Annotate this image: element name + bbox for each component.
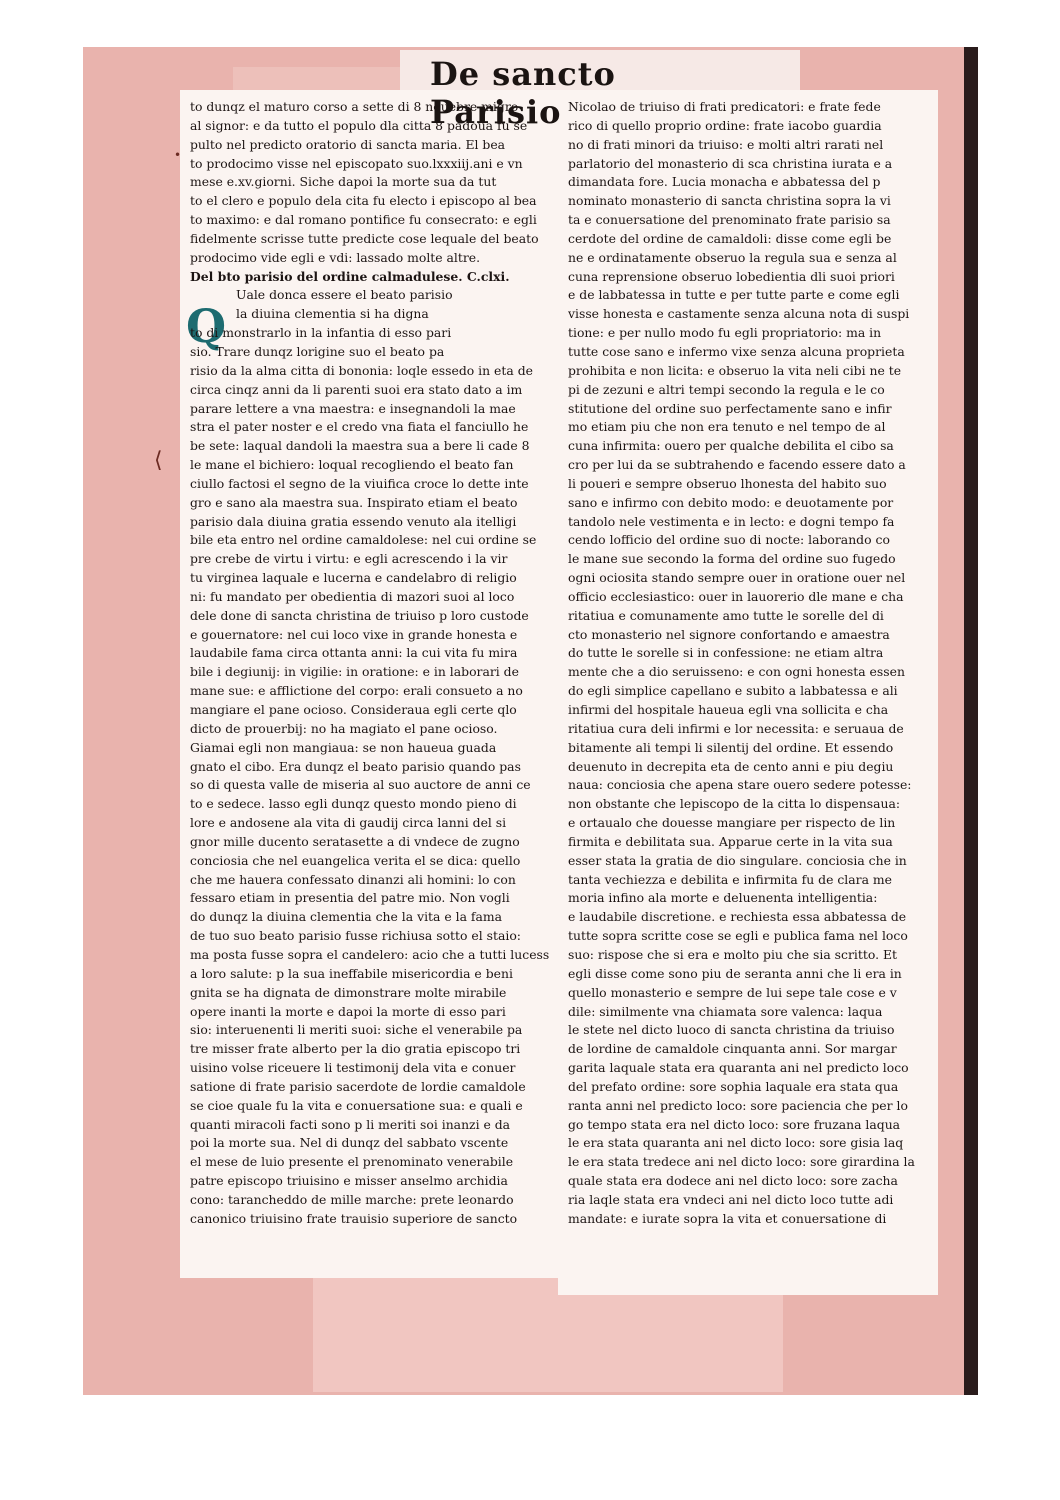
text-line: do tutte le sorelle si in confessione: ne etiam altra bbox=[568, 645, 884, 661]
text-line: poi la morte sua. Nel di dunqz del sabbato vscente bbox=[190, 1135, 509, 1151]
text-line: e laudabile discretione. e rechiesta essa abbatessa de bbox=[568, 909, 907, 925]
text-line: ranta anni nel predicto loco: sore paciencia che per lo bbox=[568, 1097, 908, 1113]
text-line: officio ecclesiastico: ouer in lauorerio dle mane e cha bbox=[568, 588, 904, 604]
text-line: cto monasterio nel signore confortando e amaestra bbox=[568, 626, 890, 642]
text-line: mente che a dio seruisseno: e con ogni honesta essen bbox=[568, 664, 905, 680]
text-line: Uale donca essere el beato parisio bbox=[236, 287, 453, 303]
text-line: tutte cose sano e infermo vixe senza alcuna proprieta bbox=[568, 343, 905, 359]
text-line: ria laqle stata era vndeci ani nel dicto loco tutte adi bbox=[568, 1191, 894, 1207]
text-line: opere inanti la morte e dapoi la morte di esso pari bbox=[190, 1003, 506, 1019]
text-line: e ortaualo che douesse mangiare per rispecto de lin bbox=[568, 815, 896, 831]
text-line: to prodocimo visse nel episcopato suo.lxxxiij.ani e vn bbox=[190, 155, 523, 171]
text-line: ogni ociosita stando sempre ouer in oratione ouer nel bbox=[568, 570, 906, 586]
text-line: gro e sano ala maestra sua. Inspirato etiam el beato bbox=[190, 494, 518, 510]
text-line: bile i degiunij: in vigilie: in oratione: e in laborari de bbox=[190, 664, 519, 680]
text-line: fidelmente scrisse tutte predicte cose lequale del beato bbox=[190, 230, 539, 246]
text-line: stra el pater noster e el credo vna fiata el fanciullo he bbox=[190, 419, 529, 435]
text-line: pre crebe de virtu i virtu: e egli acrescendo i la vir bbox=[190, 551, 508, 567]
text-line: quello monasterio e sempre de lui sepe tale cose e v bbox=[568, 984, 897, 1000]
text-line: Giamai egli non mangiaua: se non haueua guada bbox=[190, 739, 497, 755]
text-line: dile: similmente vna chiamata sore valenca: laqua bbox=[568, 1003, 883, 1019]
marginal-dot: • bbox=[174, 148, 182, 162]
text-line: sano e infirmo con debito modo: e deuotamente por bbox=[568, 494, 894, 510]
text-line: cuna infirmita: ouero per qualche debilita el cibo sa bbox=[568, 438, 894, 454]
text-line: conciosia che nel euangelica verita el se dica: quello bbox=[190, 852, 521, 868]
text-line: dele done di sancta christina de triuiso p loro custode bbox=[190, 607, 529, 623]
text-line: Del bto parisio del ordine calmadulese. C.clxi. bbox=[190, 268, 510, 284]
text-line: parlatorio del monasterio di sca christina iurata e a bbox=[568, 155, 893, 171]
text-line: visse honesta e castamente senza alcuna nota di suspi bbox=[568, 306, 910, 322]
text-line: to di monstrarlo in la infantia di esso pari bbox=[190, 325, 452, 341]
text-line: le mane sue secondo la forma del ordine suo fugedo bbox=[568, 551, 896, 567]
text-line: ne e ordinatamente obseruo la regula sua e senza al bbox=[568, 249, 897, 265]
text-line: sio. Trare dunqz lorigine suo el beato pa bbox=[190, 343, 445, 359]
text-line: tutte sopra scritte cose se egli e publica fama nel loco bbox=[568, 928, 908, 944]
text-line: le mane el bichiero: loqual recogliendo el beato fan bbox=[190, 457, 514, 473]
text-line: mo etiam piu che non era tenuto e nel tempo de al bbox=[568, 419, 886, 435]
text-line: del prefato ordine: sore sophia laquale era stata qua bbox=[568, 1078, 899, 1094]
text-line: no di frati minori da triuiso: e molti altri rarati nel bbox=[568, 136, 884, 152]
text-line: suo: rispose che si era e molto piu che sia scritto. Et bbox=[568, 946, 897, 962]
text-line: ni: fu mandato per obedientia di mazori suoi al loco bbox=[190, 588, 515, 604]
text-line: quanti miracoli facti sono p li meriti soi inanzi e da bbox=[190, 1116, 511, 1132]
text-line: ta e conuersatione del prenominato frate parisio sa bbox=[568, 212, 891, 228]
text-line: prohibita e non licita: e obseruo la vita neli cibi ne te bbox=[568, 362, 902, 378]
text-line: che me hauera confessato dinanzi ali homini: lo con bbox=[190, 871, 516, 887]
text-line: circa cinqz anni da li parenti suoi era stato dato a im bbox=[190, 381, 523, 397]
text-line: bitamente ali tempi li silentij del ordine. Et essendo bbox=[568, 739, 894, 755]
text-line: so di questa valle de miseria al suo auctore de anni ce bbox=[190, 777, 531, 793]
text-line: tu virginea laquale e lucerna e candelabro di religio bbox=[190, 570, 517, 586]
text-line: naua: conciosia che apena stare ouero sedere potesse: bbox=[568, 777, 912, 793]
text-line: tandolo nele vestimenta e in lecto: e dogni tempo fa bbox=[568, 513, 895, 529]
text-line: le era stata quaranta ani nel dicto loco: sore gisia laq bbox=[568, 1135, 904, 1151]
text-line: patre episcopo triuisino e misser anselmo archidia bbox=[190, 1173, 508, 1189]
text-line: nominato monasterio di sancta christina sopra la vi bbox=[568, 193, 891, 209]
text-line: laudabile fama circa ottanta anni: la cui vita fu mira bbox=[190, 645, 518, 661]
text-line: gnor mille ducento seratasette a di vndece de zugno bbox=[190, 833, 520, 849]
text-line: a loro salute: p la sua ineffabile misericordia e beni bbox=[190, 965, 513, 981]
text-line: sio: interuenenti li meriti suoi: siche el venerabile pa bbox=[190, 1022, 523, 1038]
text-line: canonico triuisino frate trauisio superiore de sancto bbox=[190, 1210, 518, 1226]
text-line: lore e andosene ala vita di gaudij circa lanni del si bbox=[190, 815, 507, 831]
marginal-bracket: ⟨ bbox=[154, 448, 163, 473]
text-line: go tempo stata era nel dicto loco: sore fruzana laqua bbox=[568, 1116, 901, 1132]
text-line: le era stata tredece ani nel dicto loco: sore girardina la bbox=[568, 1154, 915, 1170]
text-line: quale stata era dodece ani nel dicto loco: sore zacha bbox=[568, 1173, 898, 1189]
text-line: to e sedece. lasso egli dunqz questo mondo pieno di bbox=[190, 796, 517, 812]
text-line: mese e.xv.giorni. Siche dapoi la morte sua da tut bbox=[190, 174, 497, 190]
text-line: non obstante che lepiscopo de la citta lo dispensaua: bbox=[568, 796, 901, 812]
text-line: infirmi del hospitale haueua egli vna sollicita e cha bbox=[568, 702, 889, 717]
text-line: moria infino ala morte e deluenenta intelligentia: bbox=[568, 890, 878, 906]
right-column bbox=[568, 98, 933, 1229]
text-line: bile eta entro nel ordine camaldolese: nel cui ordine se bbox=[190, 532, 537, 548]
text-line: dimandata fore. Lucia monacha e abbatessa del p bbox=[568, 174, 881, 190]
text-line: tanta vechiezza e debilita e infirmita fu de clara me bbox=[568, 871, 892, 887]
text-line: la diuina clementia si ha digna bbox=[236, 306, 429, 322]
text-line: deuenuto in decrepita eta de cento anni e piu degiu bbox=[568, 758, 894, 774]
text-line: to dunqz el maturo corso a sette di 8 nouebre migro bbox=[190, 99, 519, 114]
text-line: de tuo suo beato parisio fusse richiusa sotto el staio: bbox=[190, 928, 521, 944]
text-line: dicto de prouerbij: no ha magiato el pane ocioso. bbox=[190, 720, 498, 736]
text-line: do egli simplice capellano e subito a labbatessa e ali bbox=[568, 683, 898, 699]
text-line: to maximo: e dal romano pontifice fu consecrato: e egli bbox=[190, 212, 537, 228]
drop-cap: Q bbox=[186, 299, 227, 353]
text-line: cerdote del ordine de camaldoli: disse come egli be bbox=[568, 230, 892, 246]
text-line: al signor: e da tutto el populo dla citta 8 padoua fu se bbox=[190, 117, 528, 133]
running-head: De sancto Parisio bbox=[430, 55, 616, 131]
text-line: pi de zezuni e altri tempi secondo la regula e le co bbox=[568, 381, 885, 397]
text-line: firmita e debilitata sua. Apparue certe in la vita sua bbox=[568, 833, 893, 849]
text-line: cono: tarancheddo de mille marche: prete leonardo bbox=[190, 1191, 514, 1207]
text-line: cuna reprensione obseruo lobedientia dli suoi priori bbox=[568, 268, 895, 284]
text-line: prodocimo vide egli e vdi: lassado molte altre. bbox=[190, 249, 481, 265]
text-line: stitutione del ordine suo perfectamente sano e infir bbox=[568, 400, 892, 416]
text-line: esser stata la gratia de dio singulare. conciosia che in bbox=[568, 852, 907, 868]
text-line: ritatiua e comunamente amo tutte le sorelle del di bbox=[568, 607, 884, 623]
text-line: se cioe quale fu la vita e conuersatione sua: e quali e bbox=[190, 1097, 523, 1113]
text-line: to el clero e populo dela cita fu electo i episcopo al bea bbox=[190, 193, 537, 209]
text-line: risio da la alma citta di bononia: loqle essedo in eta de bbox=[190, 362, 533, 378]
text-line: ma posta fusse sopra el candelero: acio che a tutti lucess bbox=[190, 946, 550, 962]
text-line: rico di quello proprio ordine: frate iacobo guardia bbox=[568, 117, 882, 133]
text-line: li poueri e sempre obseruo lhonesta del habito suo bbox=[568, 475, 887, 491]
text-line: e de labbatessa in tutte e per tutte parte e come egli bbox=[568, 287, 900, 303]
text-line: satione di frate parisio sacerdote de lordie camaldole bbox=[190, 1078, 526, 1094]
text-line: parisio dala diuina gratia essendo venuto ala itelligi bbox=[190, 513, 517, 529]
text-line: tre misser frate alberto per la dio gratia episcopo tri bbox=[190, 1041, 521, 1057]
text-line: le stete nel dicto luoco di sancta christina da triuiso bbox=[568, 1022, 895, 1038]
text-line: egli disse come sono piu de seranta anni che li era in bbox=[568, 965, 902, 981]
text-line: do dunqz la diuina clementia che la vita e la fama bbox=[190, 909, 503, 925]
text-line: el mese de luio presente el prenominato venerabile bbox=[190, 1154, 514, 1170]
text-line: pulto nel predicto oratorio di sancta maria. El bea bbox=[190, 136, 506, 152]
text-line: cro per lui da se subtrahendo e facendo essere dato a bbox=[568, 457, 906, 473]
text-line: be sete: laqual dandoli la maestra sua a bere li cade 8 bbox=[190, 438, 530, 454]
text-line: tione: e per nullo modo fu egli propriatorio: ma in bbox=[568, 325, 882, 341]
left-column bbox=[190, 98, 550, 1229]
text-line: Nicolao de triuiso di frati predicatori: e frate fede bbox=[568, 99, 881, 114]
text-line: ciullo factosi el segno de la viuifica croce lo dette inte bbox=[190, 475, 529, 491]
text-line: mandate: e iurate sopra la vita et conuersatione di bbox=[568, 1210, 887, 1226]
text-line: parare lettere a vna maestra: e insegnandoli la mae bbox=[190, 400, 516, 416]
text-line: gnato el cibo. Era dunqz el beato parisio quando pas bbox=[190, 758, 521, 774]
text-line: mangiare el pane ocioso. Consideraua egli certe qlo bbox=[190, 702, 517, 717]
text-line: uisino volse riceuere li testimonij dela vita e conuer bbox=[190, 1060, 516, 1076]
text-line: fessaro etiam in presentia del patre mio. Non vogli bbox=[190, 890, 510, 906]
text-line: cendo lofficio del ordine suo di nocte: laborando co bbox=[568, 532, 890, 548]
text-line: garita laquale stata era quaranta ani nel predicto loco bbox=[568, 1060, 909, 1076]
text-line: gnita se ha dignata de dimonstrare molte mirabile bbox=[190, 984, 507, 1000]
text-line: mane sue: e afflictione del corpo: erali consueto a no bbox=[190, 683, 523, 699]
scan-edge bbox=[964, 47, 978, 1395]
text-line: e gouernatore: nel cui loco vixe in grande honesta e bbox=[190, 626, 518, 642]
text-line: ritatiua cura deli infirmi e lor necessita: e seruaua de bbox=[568, 720, 904, 736]
text-line: de lordine de camaldole cinquanta anni. Sor margar bbox=[568, 1041, 897, 1057]
